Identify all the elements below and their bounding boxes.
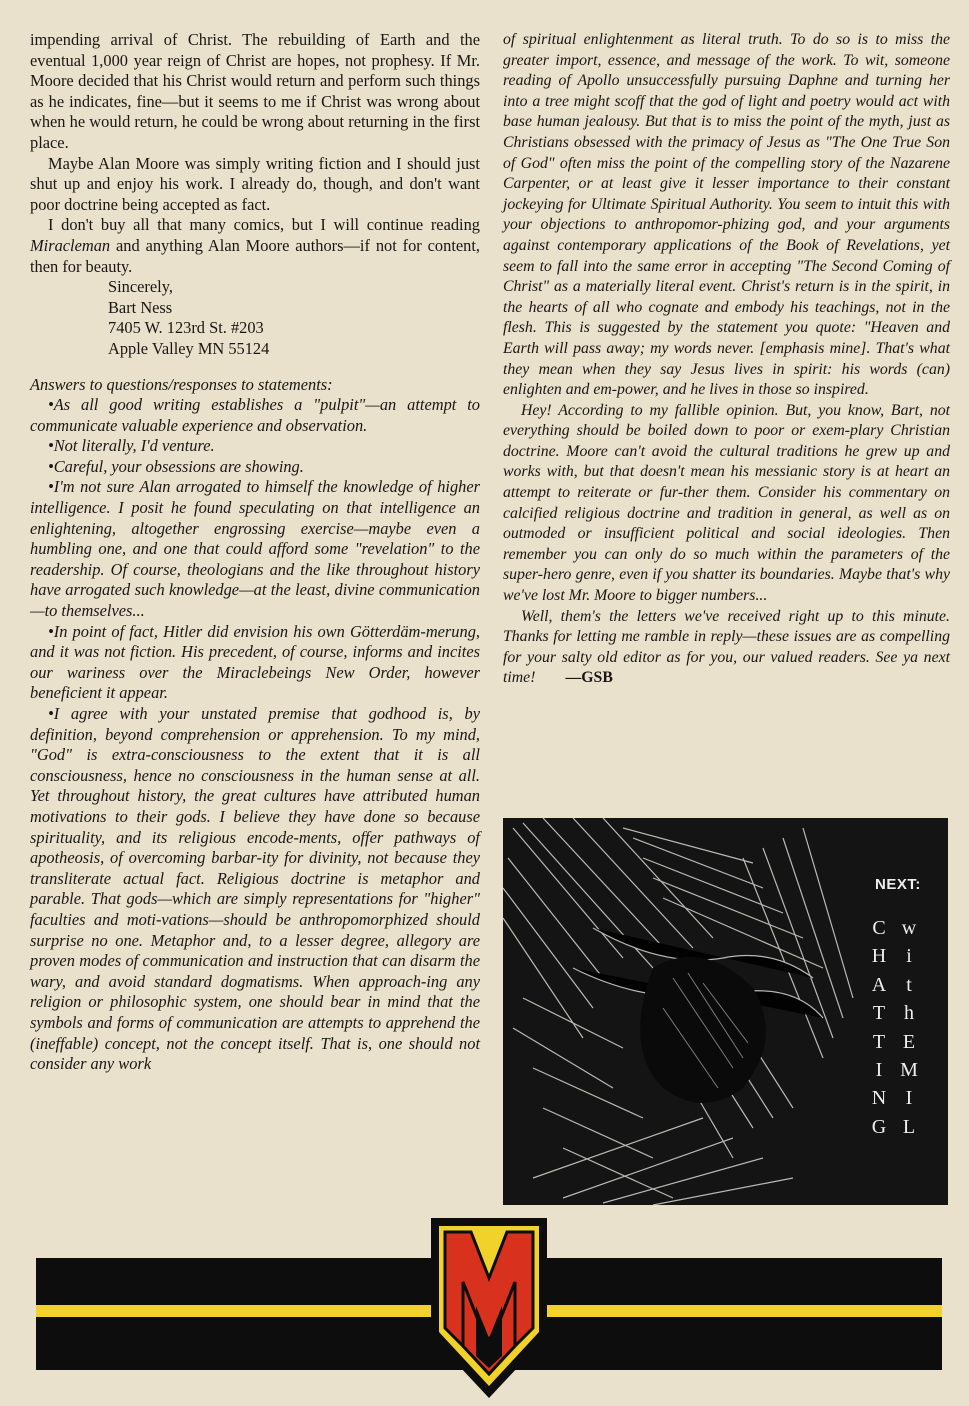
letter: h (904, 1002, 914, 1025)
reply-closing-text: Well, them's the letters we've received right up to this minute. Thanks for letting me ramble in reply—these issues are as compelling for your salty old editor as for you, our valued readers. See ya next time! (503, 607, 950, 687)
answer-1: •As all good writing establishes a "pulpit"—an attempt to communicate valuable experience and observation. (30, 395, 480, 435)
letter: C (872, 917, 886, 939)
letter: M (900, 1059, 918, 1082)
letter-paragraph-3 (30, 215, 480, 277)
reply-paragraph-3 (503, 607, 950, 689)
letter-paragraph-1: impending arrival of Christ. The rebuilding of Earth and the eventual 1,000 year reign of Christ are hopes, not prophesy. If Mr. Moore decided that his Christ would return and perform such things as he indicates, fine—but it seems to me if Christ was wrong about when he would return, he could be wrong about returning in the first place. (30, 30, 480, 152)
chatting-letters (870, 914, 888, 1141)
answer-3: •Careful, your obsessions are showing. (48, 456, 304, 476)
next-issue-promo (503, 818, 948, 1205)
letter: w (901, 917, 917, 939)
answers-heading: Answers to questions/responses to statements: (30, 374, 333, 394)
signature-city: Apple Valley MN 55124 (108, 338, 270, 358)
comic-title: Miracleman (30, 235, 111, 255)
letter-paragraph-2: Maybe Alan Moore was simply writing fiction and I should just shut up and enjoy his work. I already do, though, and don't want poor doctrine being accepted as fact. (30, 153, 480, 214)
letter: i (906, 945, 912, 968)
answer-4: •I'm not sure Alan arrogated to himself the knowledge of higher intelligence. I posit he found speculating on that intelligence an enlightening, altogether engrossing exercise—maybe even a humbling one, and one that could afford some "revelation" to the readership. Of course, theologians and the like throughout history have arrogated such knowledge—at the least, divine communication—to themselves... (30, 477, 480, 621)
letter: E (902, 1030, 916, 1053)
letter: L (902, 1115, 916, 1138)
left-column (30, 30, 480, 1075)
letter: N (871, 1087, 887, 1110)
letter: t (906, 973, 912, 996)
letter: A (871, 973, 887, 996)
answer-5: •In point of fact, Hitler did envision his own Götterdäm-merung, and it was not fiction. His precedent, of course, informs and incites our wariness over the Miraclebeings New Order, however beneficient it appear. (30, 621, 480, 703)
editor-signoff: —GSB (565, 669, 613, 687)
letter: I (875, 1059, 883, 1082)
letter: G (871, 1115, 887, 1138)
p3-post: and anything Alan Moore authors—if not for content, then for beauty. (30, 235, 480, 276)
letter: T (872, 1030, 886, 1053)
signature-line-1: Sincerely, (108, 277, 173, 297)
with-emil-letters (900, 914, 918, 1141)
miracleman-banner (36, 1258, 942, 1370)
letter: T (872, 1002, 886, 1025)
answer-6: •I agree with your unstated premise that godhood is, by definition, beyond comprehension or apprehension. To my mind, "God" is extra-consciousness to the extent that it is all consciousness, hence no consciousness in the human sense at all. Yet throughout history, the great cultures have attributed human motivations to their gods. I believe they have done so because spirituality, and its religious encode-ments, offer pathways of apotheosis, of overcoming barbar-ity for divinity, not because they transliterate actual fact. Religious doctrine is metaphor and parable. That gods—which are simply representations for "higher" faculties and moti-vations—should be anthropomorphized should surprise no one. Metaphor and, to a lesser degree, allegory are proven modes of communication and instruction that can disarm the wary, and avoid standard dogmatisms. When approach-ing any religion or philosophic system, one should bear in mind that the symbols and forms of communication are attempts to apprehend the (ineffable) concept, not the concept itself. That is, one should not consider any work (30, 704, 480, 1074)
p3-pre: I don't buy all that many comics, but I will continue reading (48, 215, 480, 235)
signature-name: Bart Ness (108, 297, 173, 317)
letter: I (905, 1087, 913, 1110)
signature-address: 7405 W. 123rd St. #203 (108, 318, 264, 338)
next-label: NEXT: (875, 876, 921, 893)
miracleman-logo-icon (431, 1218, 547, 1398)
right-column (503, 30, 950, 689)
reply-paragraph-2: Hey! According to my fallible opinion. But, you know, Bart, not everything should be boiled down to poor or exem-plary Christian doctrine. Moore can't avoid the cultural traditions he grew up and works with, but that doesn't mean his messianic story is at heart an attempt to reiterate or fur-ther them. Consider his commentary on calcified religious doctrine and tradition in general, as well as on outmoded or insufficient political and social ideologies. Then remember you can only do so much within the parameters of the super-hero genre, even if you shatter its boundaries. Maybe that's why we've lost Mr. Moore to bigger numbers... (503, 401, 950, 605)
answer-2: •Not literally, I'd venture. (48, 436, 215, 456)
reply-paragraph-1: of spiritual enlightenment as literal truth. To do so is to miss the greater import, essence, and message of the work. To wit, someone reading of Apollo unsuccessfully pursuing Daphne and turning her into a tree might scoff that the god of light and poetry would act with base human jealousy. But that is to miss the point of the myth, just as Christians obsessed with the primacy of Jesus as "The One True Son of God" often miss the point of the compelling story of the Nazarene Carpenter, or at least give it lesser importance to their constant jockeying for Ultimate Spiritual Authority. You seem to intuit this with your objections to anthropomor-phizing god, and your arguments against contemporary applications of the Book of Revelations, yet seem to fall into the same error in accepting "The Second Coming of Christ" as a materially literal event. Christ's return is in the spirit, in the hearts of all who cognate and embody his teachings, not in the flesh. This is suggested by the statement you quote: "Heaven and Earth will pass away; my words never. [emphasis mine]. That's what they mean when they say Jesus lives in spirit: his words (can) enlighten and em-power, and he lives in those so inspired. (503, 31, 950, 399)
letter: H (871, 945, 887, 968)
